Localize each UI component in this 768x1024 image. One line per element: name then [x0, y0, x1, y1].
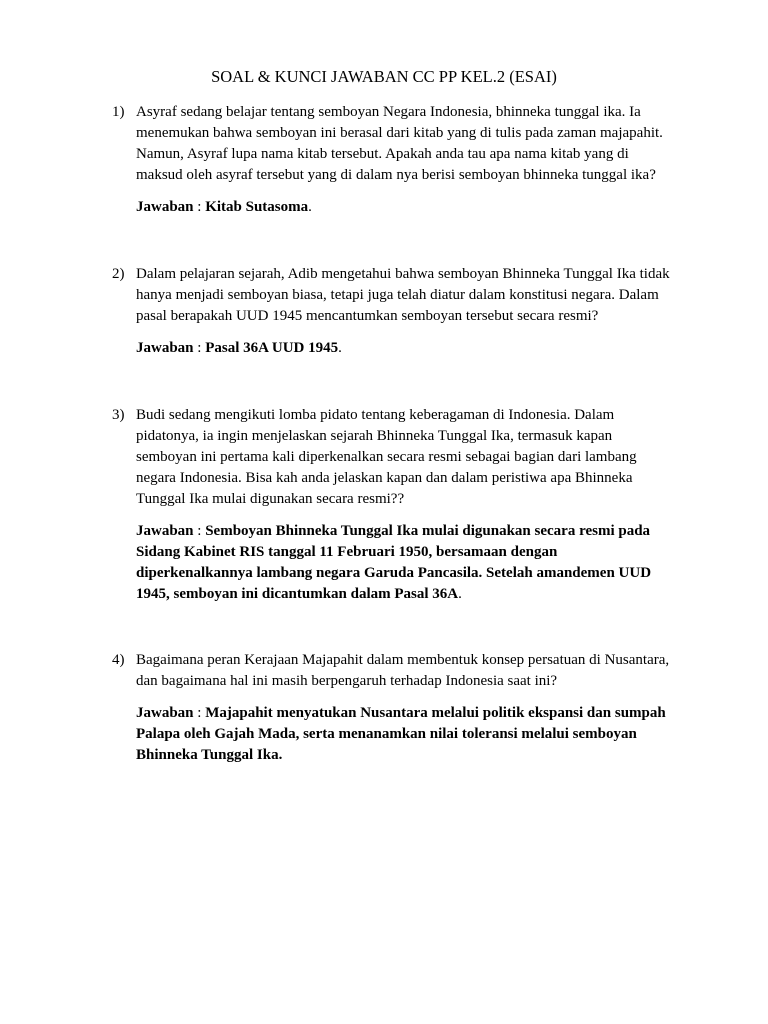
answer-label: Jawaban: [136, 340, 194, 356]
question-line: Bagaimana peran Kerajaan Majapahit dalam membentuk konsep persatuan di Nusantara,: [136, 652, 670, 668]
question-line: menemukan bahwa semboyan ini berasal dari kitab yang di tulis pada zaman majapahit.: [136, 125, 663, 141]
document-title: SOAL & KUNCI JAWABAN CC PP KEL.2 (ESAI): [211, 67, 557, 86]
question-line: Namun, Asyraf lupa nama kitab tersebut. Apakah anda tau apa nama kitab yang di: [136, 146, 629, 162]
answer-line: Sidang Kabinet RIS tanggal 11 Februari 1950, bersamaan dengan: [136, 544, 558, 560]
answer-line: Bhinneka Tunggal Ika.: [136, 747, 283, 763]
question-line: Tunggal Ika mulai digunakan secara resmi??: [136, 491, 405, 507]
question-line: pidatonya, ia ingin menjelaskan sejarah Bhinneka Tunggal Ika, termasuk kapan: [136, 428, 613, 444]
answer-end: .: [338, 340, 342, 356]
question-line: semboyan ini pertama kali diperkenalkan secara resmi sebagai bagian dari lambang: [136, 449, 637, 465]
question-line: hanya menjadi semboyan biasa, tetapi juga telah diatur dalam konstitusi negara. Dalam: [136, 287, 659, 303]
answer-separator: :: [193, 705, 206, 721]
answer-text: [136, 521, 681, 605]
answer-label: Jawaban: [136, 199, 194, 215]
answer-separator: :: [193, 199, 206, 215]
answer-text: [136, 703, 681, 766]
answer-end: .: [308, 199, 312, 215]
question-text: [136, 102, 681, 186]
answer-line: diperkenalkannya lambang negara Garuda Pancasila. Setelah amandemen UUD: [136, 565, 652, 581]
question-number: 3): [112, 407, 125, 423]
answer-line: Pasal 36A UUD 1945: [205, 340, 339, 356]
answer-line: Palapa oleh Gajah Mada, serta menanamkan nilai toleransi melalui semboyan: [136, 726, 637, 742]
question-line: pasal berapakah UUD 1945 mencantumkan semboyan tersebut secara resmi?: [136, 308, 599, 324]
answer-text: [136, 338, 681, 359]
question-text: [136, 650, 681, 692]
answer-line: Kitab Sutasoma: [205, 199, 309, 215]
answer-line: Majapahit menyatukan Nusantara melalui politik ekspansi dan sumpah: [205, 705, 666, 721]
question-line: negara Indonesia. Bisa kah anda jelaskan kapan dan dalam peristiwa apa Bhinneka: [136, 470, 633, 486]
answer-text: [136, 197, 681, 218]
question-line: dan bagaimana hal ini masih berpengaruh terhadap Indonesia saat ini?: [136, 673, 558, 689]
question-line: Dalam pelajaran sejarah, Adib mengetahui bahwa semboyan Bhinneka Tunggal Ika tidak: [136, 266, 670, 282]
question-number: 1): [112, 104, 125, 120]
question-line: maksud oleh asyraf tersebut yang di dalam nya berisi semboyan bhinneka tunggal ika?: [136, 167, 656, 183]
question-number: 2): [112, 266, 125, 282]
answer-label: Jawaban: [136, 523, 194, 539]
answer-separator: :: [193, 523, 206, 539]
question-line: Budi sedang mengikuti lomba pidato tentang keberagaman di Indonesia. Dalam: [136, 407, 615, 423]
question-line: Asyraf sedang belajar tentang semboyan Negara Indonesia, bhinneka tunggal ika. Ia: [136, 104, 641, 120]
question-number: 4): [112, 652, 125, 668]
answer-separator: :: [193, 340, 206, 356]
answer-label: Jawaban: [136, 705, 194, 721]
question-text: [136, 405, 681, 510]
answer-line: 1945, semboyan ini dicantumkan dalam Pasal 36A: [136, 586, 459, 602]
question-text: [136, 264, 681, 327]
answer-line: Semboyan Bhinneka Tunggal Ika mulai digunakan secara resmi pada: [205, 523, 651, 539]
answer-end: .: [458, 586, 462, 602]
